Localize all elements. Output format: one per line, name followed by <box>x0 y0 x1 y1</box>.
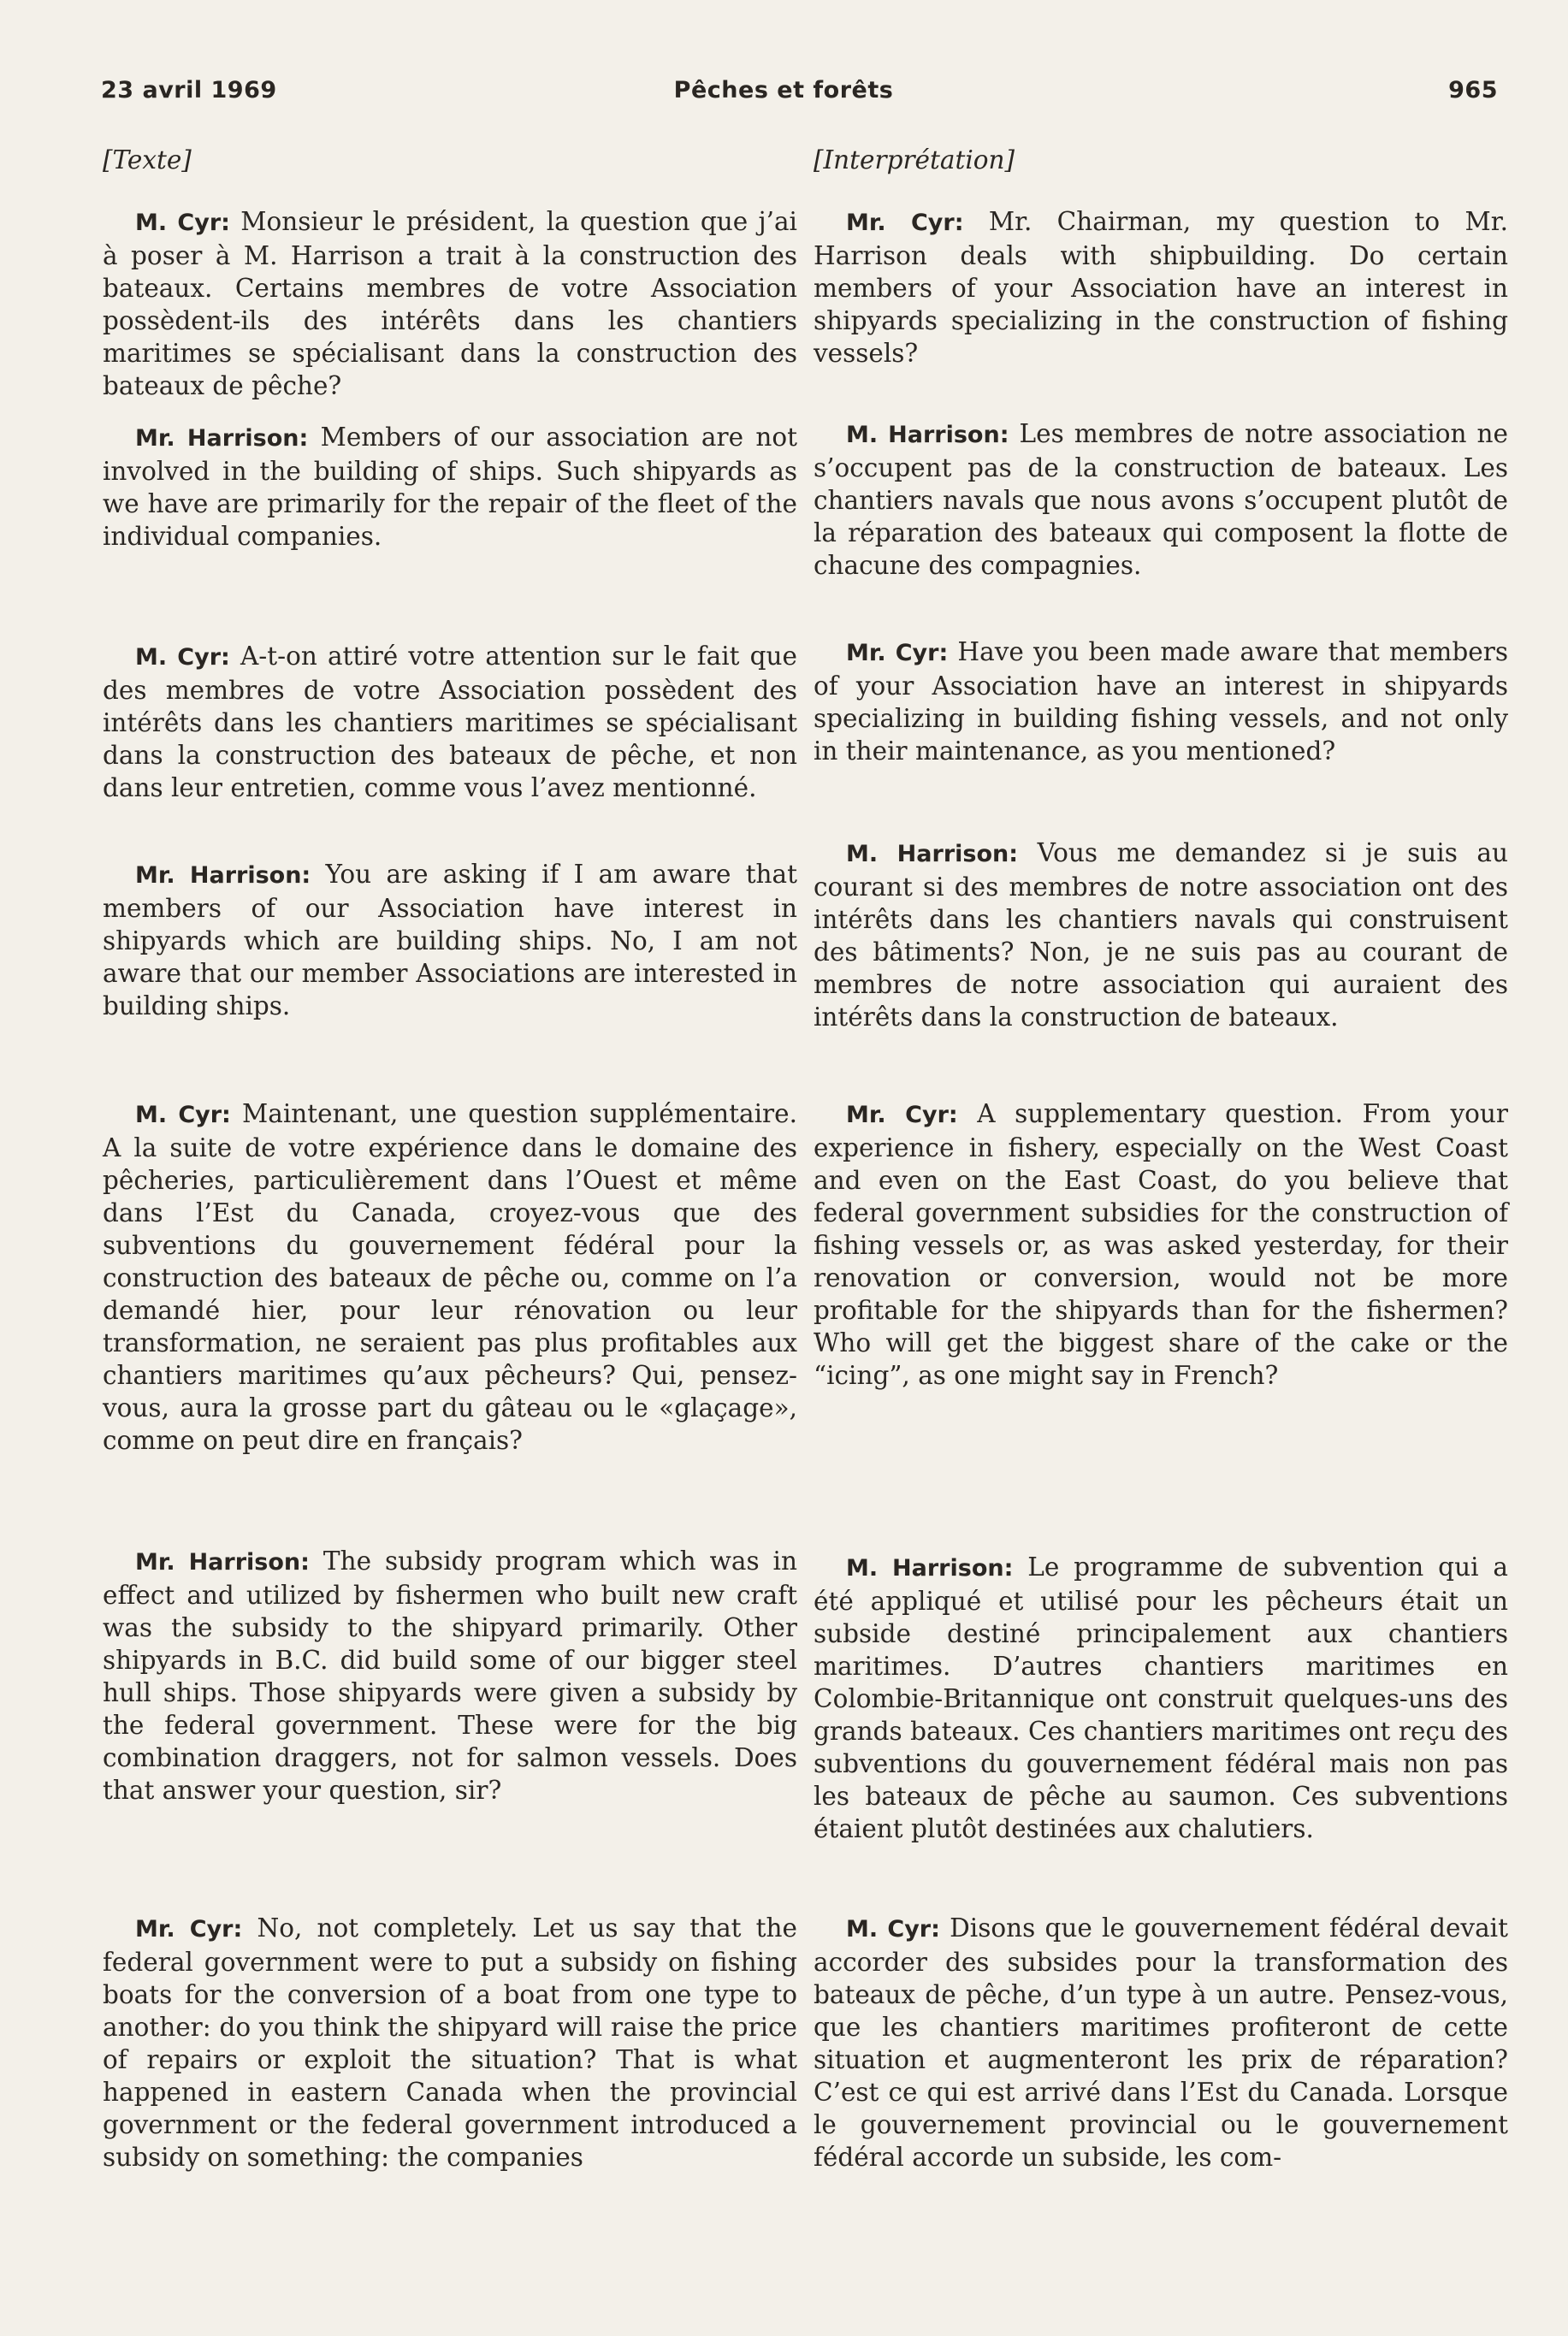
speaker-name: M. Cyr: <box>135 209 230 236</box>
column-label: [Texte] <box>103 145 192 174</box>
speaker-name: M. Harrison: <box>846 1554 1014 1582</box>
speaker-name: Mr. Harrison: <box>135 861 311 889</box>
speaker-name: M. Cyr: <box>846 1915 940 1943</box>
speaker-name: Mr. Cyr: <box>135 1915 243 1943</box>
paragraph <box>814 636 1508 767</box>
speaker-name: M. Harrison: <box>846 421 1009 448</box>
speaker-name: Mr. Harrison: <box>135 424 309 452</box>
header-date: 23 avril 1969 <box>101 77 277 103</box>
paragraph-text: Les membres de notre association ne s’occupent pas de la construction de bateaux. Les chantiers navals que nous avons s’occupent plutôt de la réparation des bateaux qui composent la flotte de chacune des compagnies. <box>814 418 1508 580</box>
paragraph <box>103 421 797 553</box>
paragraph <box>103 640 797 804</box>
paragraph-text: Le programme de subvention qui a été appliqué et utilisé pour les pêcheurs était un subside destiné principalement aux chantiers maritimes. D’autres chantiers maritimes en Colombie-Britannique ont construit quelques-uns des grands bateaux. Ces chantiers maritimes ont reçu des subventions du gouvernement fédéral mais non pas les bateaux de pêche au saumon. Ces subventions étaient plutôt destinées aux chalutiers. <box>814 1552 1508 1843</box>
paragraph <box>103 858 797 1022</box>
paragraph-text: Members of our association are not involved in the building of ships. Such shipyards as we have are primarily for the repair of the fleet of the individual companies. <box>103 422 797 551</box>
paragraph <box>103 1545 797 1807</box>
paragraph <box>814 417 1508 582</box>
paragraph <box>814 837 1508 1033</box>
paragraph-text: You are asking if I am aware that members of our Association have interest in shipyards which are building ships. No, I am not aware that our member Associations are interested in building ships. <box>103 859 797 1020</box>
paragraph <box>814 1912 1508 2173</box>
paragraph-text: Maintenant, une question supplémentaire. A la suite de votre expérience dans le domaine des pêcheries, particulièrement dans l’Ouest et même dans l’Est du Canada, croyez-vous que des subventions du gouvernement fédéral pour la construction des bateaux de pêche ou, comme on l’a demandé hier, pour leur rénovation ou leur transformation, ne seraient pas plus profitables aux chantiers maritimes qu’aux pêcheurs? Qui, pensez-vous, aura la grosse part du gâteau ou le «glaçage», comme on peut dire en français? <box>103 1098 797 1455</box>
speaker-name: M. Cyr: <box>135 1101 231 1128</box>
column-label: [Interprétation] <box>814 145 1015 174</box>
paragraph-text: Vous me demandez si je suis au courant si des membres de notre association ont des intérêts dans les chantiers navals qui construisent des bâtiments? Non, je ne suis pas au courant de membres de notre association qui auraient des intérêts dans la construction de bateaux. <box>814 837 1508 1032</box>
speaker-name: Mr. Harrison: <box>135 1548 310 1576</box>
paragraph <box>103 1097 797 1457</box>
paragraph <box>814 205 1508 370</box>
speaker-name: Mr. Cyr: <box>846 639 949 666</box>
right-column <box>814 144 1508 2172</box>
paragraph <box>103 1912 797 2173</box>
paragraph <box>814 1097 1508 1392</box>
left-column <box>103 144 797 2172</box>
paragraph-text: Disons que le gouvernement fédéral devait accorder des subsides pour la transformation des bateaux de pêche, d’un type à un autre. Pensez-vous, que les chantiers maritimes profiteront de cette situation et augmenteront les prix de réparation? C’est ce qui est arrivé dans l’Est du Canada. Lorsque le gouvernement provincial ou le gouvernement fédéral accorde un subside, les com- <box>814 1913 1508 2172</box>
paragraph <box>103 205 797 402</box>
page-number: 965 <box>1448 77 1498 103</box>
paragraph-text: Monsieur le président, la question que j’ai à poser à M. Harrison a trait à la construction des bateaux. Certains membres de votre Association possèdent-ils des intérêts dans les chantiers maritimes se spécialisant dans la construction des bateaux de pêche? <box>103 206 797 400</box>
paragraph-text: Have you been made aware that members of your Association have an interest in shipyards specializing in building fishing vessels, and not only in their maintenance, as you mentioned? <box>814 636 1508 766</box>
speaker-name: M. Cyr: <box>135 643 230 671</box>
paragraph-text: A-t-on attiré votre attention sur le fait que des membres de votre Association possèdent des intérêts dans les chantiers maritimes se spécialisant dans la construction des bateaux de pêche, et non dans leur entretien, comme vous l’avez mentionné. <box>103 641 797 802</box>
speaker-name: M. Harrison: <box>846 840 1019 867</box>
paragraph-text: A supplementary question. From your experience in fishery, especially on the West Coast and even on the East Coast, do you believe that federal government subsidies for the construction of fishing vessels or, as was asked yesterday, for their renovation or conversion, would not be more profitable for the shipyards than for the fishermen? Who will get the biggest share of the cake or the “icing”, as one might say in French? <box>814 1098 1508 1390</box>
paragraph-text: Mr. Chairman, my question to Mr. Harrison deals with shipbuilding. Do certain members of your Association have an interest in shipyards specializing in the construction of fishing vessels? <box>814 206 1508 368</box>
paragraph-text: No, not completely. Let us say that the federal government were to put a subsidy on fishing boats for the conversion of a boat from one type to another: do you think the shipyard will raise the price of repairs or exploit the situation? That is what happened in eastern Canada when the provincial government or the federal government introduced a subsidy on something: the companies <box>103 1913 797 2172</box>
header-title: Pêches et forêts <box>673 77 894 103</box>
paragraph-text: The subsidy program which was in effect and utilized by fishermen who built new craft was the subsidy to the shipyard primarily. Other shipyards in B.C. did build some of our bigger steel hull ships. Those shipyards were given a subsidy by the federal government. These were for the big combination draggers, not for salmon vessels. Does that answer your question, sir? <box>103 1546 797 1805</box>
page-header <box>0 77 1568 111</box>
paragraph <box>814 1551 1508 1845</box>
speaker-name: Mr. Cyr: <box>846 209 964 236</box>
speaker-name: Mr. Cyr: <box>846 1101 958 1128</box>
